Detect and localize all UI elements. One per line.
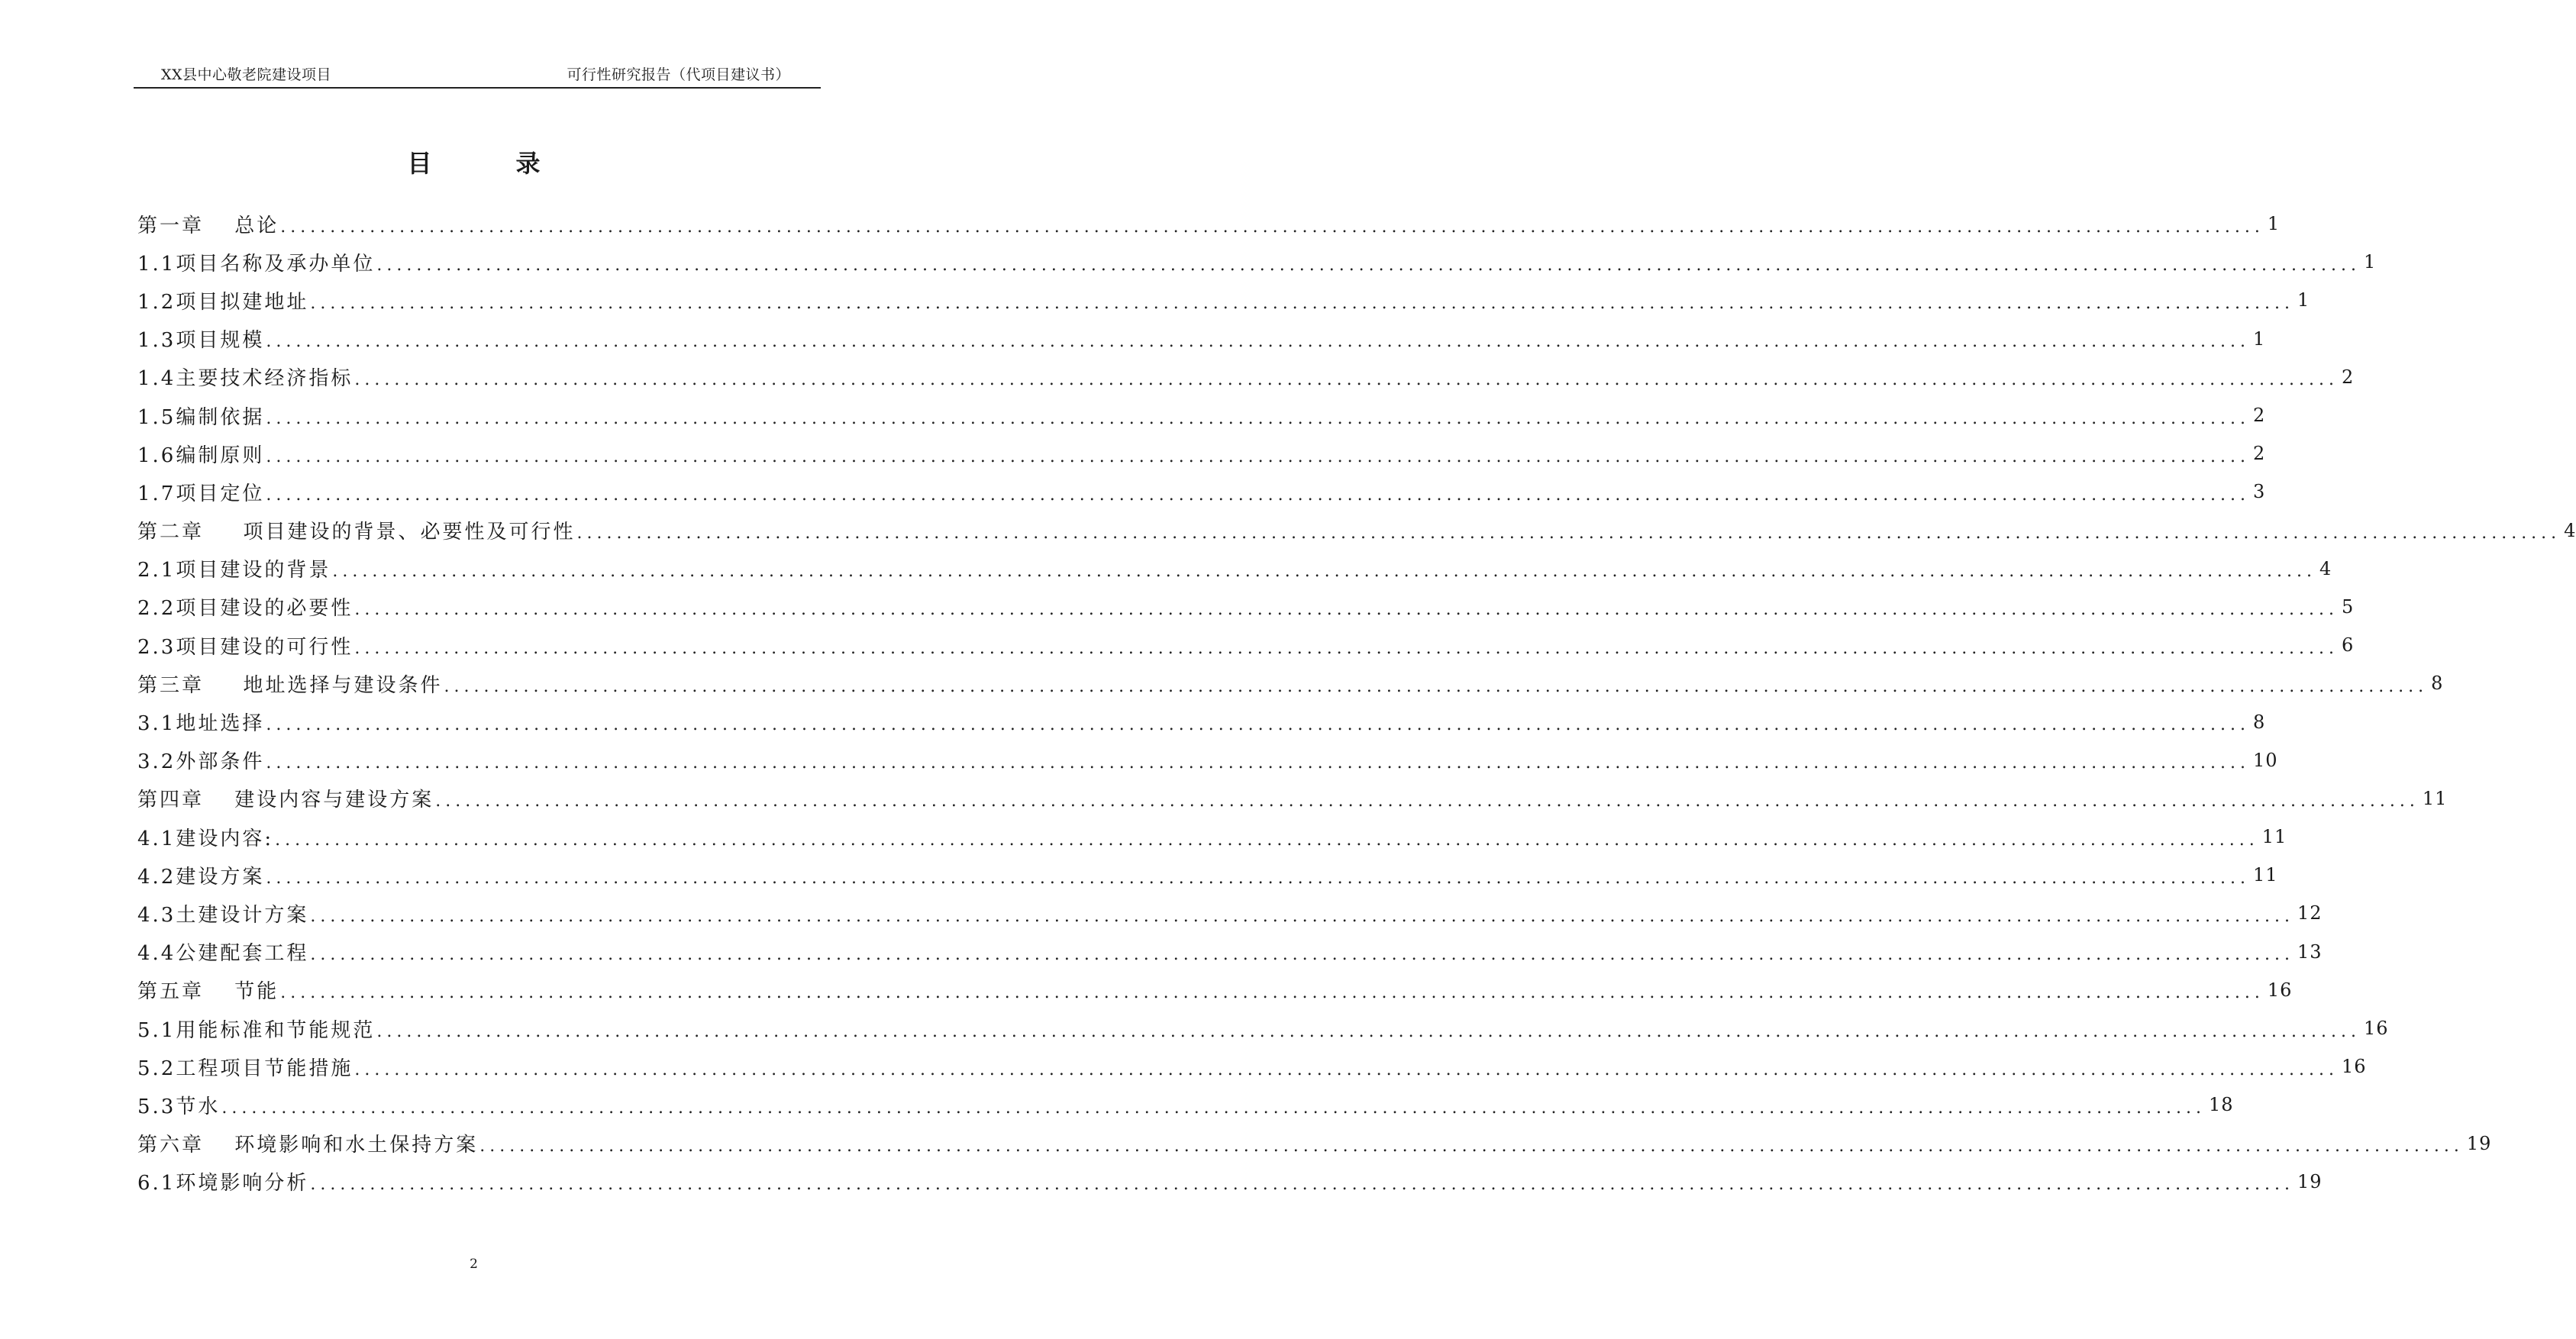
toc-entry[interactable] — [137, 702, 2266, 740]
toc-dot-leader: ........................................................................................................................................................................................................ — [376, 1021, 2361, 1041]
toc-dot-leader: ........................................................................................................................................................................................................ — [354, 638, 2339, 658]
toc-entry-page: 6 — [2342, 634, 2355, 657]
toc-entry-page: 16 — [2267, 979, 2293, 1001]
toc-entry-label: 3.1地址选择 — [137, 708, 266, 736]
toc-entry[interactable] — [137, 933, 2323, 971]
toc-entry-label: 1.6编制原则 — [137, 440, 266, 468]
header-project-name: XX县中心敬老院建设项目 — [161, 66, 332, 83]
toc-entry-page: 19 — [2466, 1132, 2492, 1154]
toc-entry-label: 3.2外部条件 — [137, 746, 266, 774]
toc-entry-label: 2.1项目建设的背景 — [137, 554, 332, 582]
toc-entry-label: 4.4公建配套工程 — [137, 937, 310, 966]
toc-entry-label: 第六章 环境影响和水土保持方案 — [137, 1129, 479, 1157]
toc-dot-leader: ........................................................................................................................................................................................................ — [479, 1137, 2464, 1157]
toc-entry-label: 5.3节水 — [137, 1091, 221, 1119]
toc-entry[interactable] — [137, 894, 2323, 932]
toc-entry-page: 1 — [2267, 213, 2281, 235]
page-number: 2 — [470, 1257, 478, 1272]
toc-entry-page: 2 — [2253, 405, 2266, 427]
toc-dot-leader: ........................................................................................................................................................................................................ — [435, 792, 2419, 811]
toc-entry-label: 第二章 项目建设的背景、必要性及可行性 — [137, 516, 577, 544]
toc-entry[interactable] — [137, 818, 2287, 856]
toc-entry-label: 第一章 总论 — [137, 210, 280, 238]
toc-dot-leader: ........................................................................................................................................................................................................ — [332, 562, 2316, 582]
toc-entry[interactable] — [137, 1124, 2492, 1163]
header-document-type: 可行性研究报告（代项目建议书） — [567, 66, 790, 83]
toc-entry[interactable] — [137, 741, 2278, 779]
toc-entry-page: 4 — [2319, 557, 2332, 579]
toc-dot-leader: ........................................................................................................................................................................................................ — [266, 715, 2250, 735]
toc-dot-leader: ........................................................................................................................................................................................................ — [376, 255, 2361, 275]
toc-entry-label: 1.5编制依据 — [137, 402, 266, 430]
toc-entry-page: 1 — [2364, 251, 2377, 273]
toc-entry[interactable] — [137, 971, 2293, 1009]
toc-entry-label: 2.3项目建设的可行性 — [137, 631, 354, 660]
toc-entry[interactable] — [137, 1086, 2234, 1124]
toc-dot-leader: ........................................................................................................................................................................................................ — [310, 1175, 2294, 1195]
toc-entry-page: 5 — [2342, 595, 2355, 618]
toc-dot-leader: ........................................................................................................................................................................................................ — [354, 1060, 2339, 1079]
toc-entry-page: 18 — [2209, 1094, 2234, 1116]
toc-dot-leader: ........................................................................................................................................................................................................ — [444, 676, 2429, 696]
toc-entry-label: 5.1用能标准和节能规范 — [137, 1015, 376, 1043]
toc-entry-label: 5.2工程项目节能措施 — [137, 1053, 354, 1081]
toc-entry[interactable] — [137, 664, 2444, 702]
toc-entry-page: 3 — [2253, 481, 2266, 503]
toc-entry-page: 11 — [2422, 787, 2448, 809]
toc-entry-page: 4 — [2564, 519, 2576, 541]
toc-dot-leader: ........................................................................................................................................................................................................ — [280, 217, 2264, 237]
toc-entry-page: 12 — [2297, 902, 2323, 924]
toc-entry-label: 1.7项目定位 — [137, 478, 266, 506]
toc-dot-leader: ........................................................................................................................................................................................................ — [280, 983, 2264, 1003]
toc-entry[interactable] — [137, 779, 2448, 818]
toc-entry[interactable] — [137, 243, 2377, 281]
toc-entry-page: 19 — [2297, 1170, 2323, 1192]
toc-dot-leader: ........................................................................................................................................................................................................ — [275, 830, 2259, 850]
toc-dot-leader: ........................................................................................................................................................................................................ — [266, 332, 2250, 352]
toc-dot-leader: ........................................................................................................................................................................................................ — [310, 906, 2294, 926]
table-of-contents — [137, 205, 2576, 1201]
toc-entry-page: 1 — [2253, 327, 2266, 350]
toc-entry[interactable] — [137, 1163, 2323, 1201]
toc-entry-label: 1.3项目规模 — [137, 324, 266, 353]
toc-entry-page: 16 — [2364, 1018, 2389, 1040]
toc-entry-label: 4.1建设内容: — [137, 823, 275, 851]
toc-entry[interactable] — [137, 511, 2576, 550]
toc-entry-label: 6.1环境影响分析 — [137, 1167, 310, 1195]
toc-dot-leader: ........................................................................................................................................................................................................ — [354, 370, 2339, 390]
toc-entry[interactable] — [137, 358, 2355, 396]
toc-entry-label: 1.2项目拟建地址 — [137, 286, 310, 315]
toc-entry[interactable] — [137, 205, 2281, 243]
toc-entry[interactable] — [137, 281, 2310, 319]
toc-dot-leader: ........................................................................................................................................................................................................ — [266, 447, 2250, 466]
toc-entry[interactable] — [137, 550, 2332, 588]
toc-dot-leader: ........................................................................................................................................................................................................ — [354, 600, 2339, 620]
toc-entry-page: 2 — [2342, 366, 2355, 388]
toc-entry-label: 1.4主要技术经济指标 — [137, 363, 354, 391]
toc-entry[interactable] — [137, 856, 2278, 894]
toc-entry-label: 第五章 节能 — [137, 976, 280, 1004]
toc-entry[interactable] — [137, 1047, 2367, 1086]
toc-entry-page: 8 — [2253, 711, 2266, 733]
toc-entry-page: 11 — [2253, 864, 2278, 886]
toc-dot-leader: ........................................................................................................................................................................................................ — [310, 945, 2294, 965]
toc-entry-page: 13 — [2297, 941, 2323, 963]
toc-entry-label: 1.1项目名称及承办单位 — [137, 248, 376, 276]
toc-entry-label: 第三章 地址选择与建设条件 — [137, 670, 444, 698]
toc-dot-leader: ........................................................................................................................................................................................................ — [310, 293, 2294, 313]
toc-entry[interactable] — [137, 1009, 2389, 1047]
toc-entry[interactable] — [137, 626, 2355, 664]
toc-entry-page: 11 — [2261, 826, 2287, 848]
toc-entry[interactable] — [137, 434, 2266, 473]
toc-entry-page: 1 — [2297, 289, 2310, 311]
toc-title — [0, 148, 947, 179]
toc-dot-leader: ........................................................................................................................................................................................................ — [266, 485, 2250, 505]
toc-entry-label: 4.3土建设计方案 — [137, 899, 310, 928]
toc-title-char-2: 录 — [515, 149, 541, 178]
toc-entry-page: 16 — [2342, 1056, 2367, 1078]
toc-entry-label: 2.2项目建设的必要性 — [137, 592, 354, 621]
toc-entry-page: 8 — [2431, 673, 2444, 695]
toc-entry[interactable] — [137, 320, 2266, 358]
toc-dot-leader: ........................................................................................................................................................................................................ — [221, 1098, 2206, 1118]
page-header — [134, 66, 821, 89]
toc-dot-leader: ........................................................................................................................................................................................................ — [576, 524, 2561, 544]
toc-entry[interactable] — [137, 473, 2266, 511]
toc-entry-label: 4.2建设方案 — [137, 861, 266, 889]
toc-entry[interactable] — [137, 396, 2266, 434]
toc-entry-page: 2 — [2253, 443, 2266, 465]
toc-entry-label: 第四章 建设内容与建设方案 — [137, 784, 435, 812]
toc-dot-leader: ........................................................................................................................................................................................................ — [266, 408, 2250, 428]
toc-title-char-1: 目 — [407, 149, 432, 178]
toc-dot-leader: ........................................................................................................................................................................................................ — [266, 868, 2250, 888]
toc-entry[interactable] — [137, 588, 2355, 626]
toc-dot-leader: ........................................................................................................................................................................................................ — [266, 753, 2250, 773]
toc-entry-page: 10 — [2253, 749, 2278, 771]
